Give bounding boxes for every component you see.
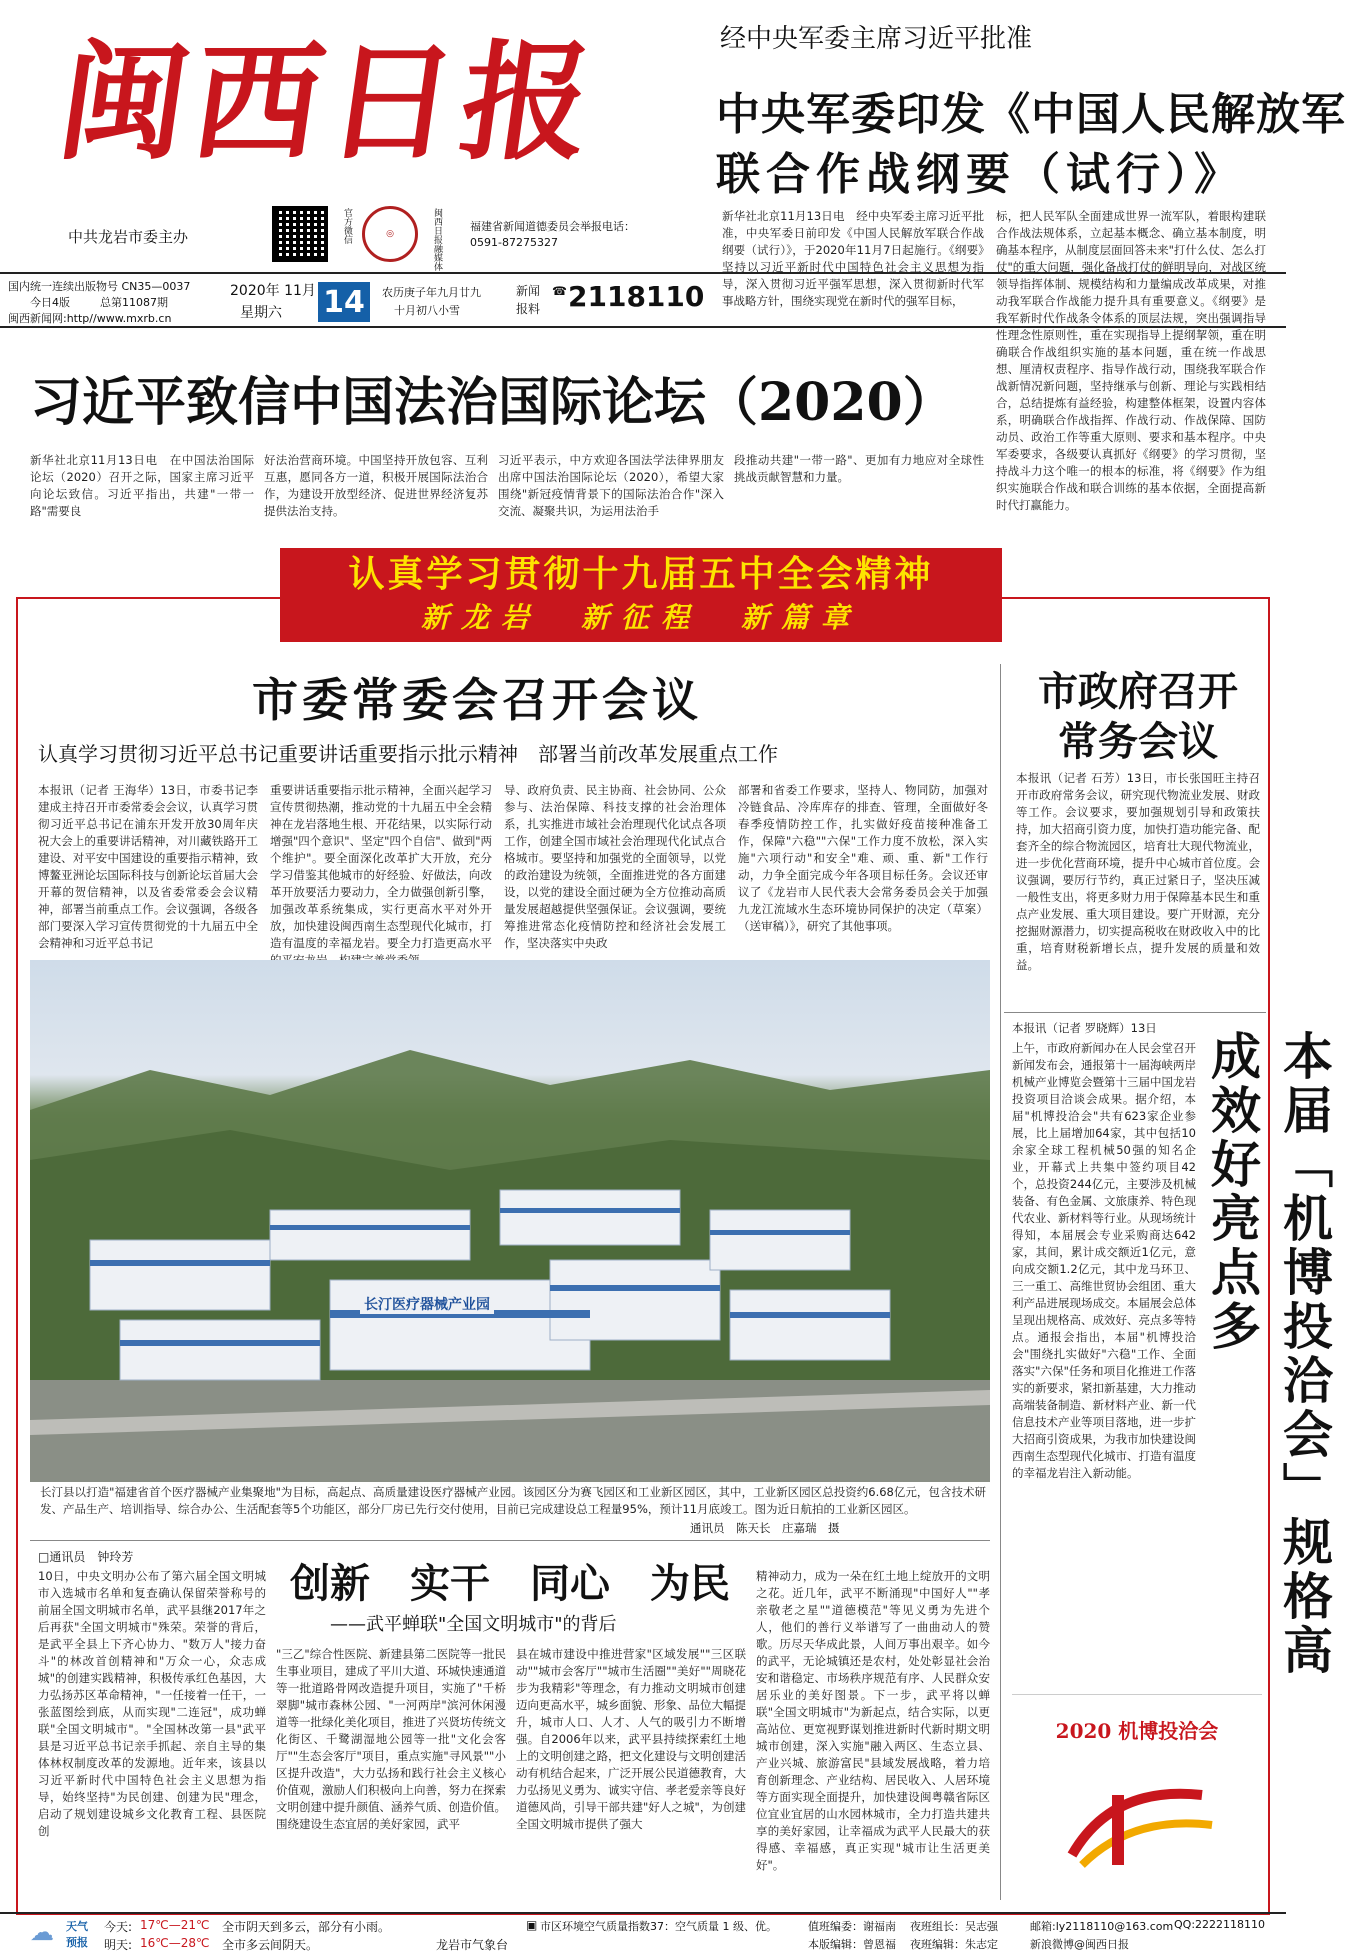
weather-label: 天气 — [66, 1920, 88, 1933]
solar-term: 十月初八小雪 — [394, 304, 460, 317]
contact-qq: QQ:2222118110 — [1174, 1918, 1266, 1931]
contact-email[interactable]: 邮箱:ly2118110@163.com — [1030, 1920, 1174, 1933]
committee-subtitle: 认真学习贯彻习近平总书记重要讲话重要指示批示精神 部署当前改革发展重点工作 — [38, 742, 778, 766]
organizer: 中共龙岩市委主办 — [68, 228, 189, 246]
tomorrow-desc: 全市多云间阴天。 — [222, 1938, 319, 1952]
seal-caption: 闽西日报融媒体 — [432, 208, 442, 271]
lunar-date: 农历庚子年九月廿九 — [382, 286, 481, 299]
photo-illustration — [30, 960, 990, 1482]
banner-line-1: 认真学习贯彻十九届五中全会精神 — [348, 553, 934, 595]
day-number: 14 — [318, 282, 370, 322]
complaint-unit: 福建省新闻道德委员会举报电话： — [470, 220, 635, 233]
cloud-icon: ☁ — [30, 1918, 54, 1946]
lead-title-2: 联合作战纲要（试行）》 — [716, 149, 1244, 200]
column-divider — [1000, 664, 1001, 1900]
park-sign: 长汀医疗器械产业园 — [360, 1294, 494, 1314]
civilized-byline: □通讯员 钟玲芳 — [38, 1550, 134, 1564]
lead-body-col1: 新华社北京11月13日电 经中央军委主席习近平批准，中央军委日前印发《中国人民解放军联合作战纲要（试行）》，于2020年11月7日起施行。《纲要》坚持以习近平新时代中国特色社会主义思想为指导，深入贯彻习近平强军思想，深入贯彻新时代军事战略方针，围绕实现党在新时代的强军目标， — [722, 209, 984, 308]
today-temp: 17℃—21℃ — [140, 1918, 210, 1932]
expo-logo-title: 2020 机博投洽会 — [1055, 1719, 1219, 1743]
qr-code-icon — [272, 206, 328, 262]
civilized-subtitle: ——武平蝉联"全国文明城市"的背后 — [330, 1614, 617, 1635]
civilized-col4: 精神动力，成为一朵在红土地上绽放开的文明之花。近几年，武平不断涌现"中国好人""孝亲敬老之星""道德模范"等见义勇为先进个人，他们的善行义举谱写了一曲曲动人的赞歌。历尽天华成此景，人间万事出艰辛。如今的武平，无论城镇还是农村，处处彰显社会治安和谐稳定、市场秩序规范有序、人民群众安居乐业的美好图景。下一步，武平将以蝉联"全国文明城市"为新起点，结合实际，以更高站位、更宽视野谋划推进新时代新时期文明城市创建，深入实施"融入两区、生态立县、产业兴城、旅游富民"县域发展战略，着力培育创新理念、产业结构、居民收入、人居环境等方面实现全面提升，加快建设闽粤赣省际区位宜业宜居的山水园林城市，全力打造共建共享的美好家园，让幸福成为武平人民最大的获得感、幸福感，真正实现"城市让生活更美好"。 — [756, 1569, 990, 1872]
masthead-seal-icon: ◎ — [362, 206, 418, 262]
committee-title: 市委常委会召开会议 — [252, 673, 702, 727]
hotline-number: 2118110 — [568, 280, 705, 313]
date: 2020年 11月 — [230, 283, 316, 299]
hotline-label-2: 报料 — [516, 302, 541, 316]
complaint-phone: 0591-87275327 — [470, 236, 558, 249]
theme-banner — [280, 548, 1002, 642]
night-leader: 夜班组长：吴志强 — [910, 1920, 998, 1933]
tomorrow-label: 明天: — [104, 1938, 133, 1952]
night-editor: 夜班编辑：朱志定 — [910, 1938, 998, 1951]
website: 闽西新闻网:http//www.mxrb.cn — [8, 312, 172, 325]
committee-col4: 部署和省委工作要求，坚持人、物同防，加强对冷链食品、冷库库存的排查、管理，全面做好冬春季疫情防控工作，扎实做好疫苗接种准备工作，保障"六稳""六保"工作力度不放松，深入实施"六项行动"和安全"难、顽、重、新"工作行动，力争全面完成今年各项目标任务。会议还审议了《龙岩市人民代表大会常务委员会关于加强九龙江流域水生态环境协同保护的决定（草案）（送审稿）》，研究了其他事项。 — [738, 783, 988, 933]
photo-divider — [30, 1540, 990, 1541]
banner-line-2: 新龙岩 新征程 新篇章 — [420, 601, 861, 634]
cn-number: 国内统一连续出版物号 CN35—0037 — [8, 280, 191, 293]
qr-caption: 官方微信 — [342, 208, 352, 244]
lead-kicker: 经中央军委主席习近平批准 — [720, 24, 1033, 54]
expo-title: 本届「机博投洽会」规格高成效好亮点多 — [1203, 1030, 1334, 1678]
xi-letter-col1: 新华社北京11月13日电 在中国法治国际论坛（2020）召开之际，国家主席习近平向论坛致信。习近平指出，共建"一带一路"需要良 — [30, 453, 254, 518]
civilized-col2: "三乙"综合性医院、新建县第二医院等一批民生事业项目，建成了平川大道、环城快速通道等一批道路骨网改造提升项目，实施了"千桥翠脚"城市森林公园、"一河两岸"滨河休闲漫道等一批绿化美化项目，推进了兴贤坊传统文化街区、千鹭湖湿地公园等一批"文化会客厅""生态会客厅"项目，重点实施"寻风景""小区提升改造"，大力弘扬和践行社会主义核心价值观，激励人们积极向上向善，努力在探索文明创建中提升颜值、涵养气质、创造价值。围绕建设生态宜居的美好家园，武平 — [276, 1647, 506, 1831]
weekday: 星期六 — [240, 305, 282, 321]
air-quality: 市区环境空气质量指数37：空气质量 1 级、优。 — [540, 1920, 777, 1933]
tomorrow-temp: 16℃—28℃ — [140, 1936, 210, 1950]
bottom-bar — [0, 1912, 1286, 1955]
masthead-title: 闽西日报 — [49, 28, 607, 178]
forecast-label: 预报 — [66, 1936, 88, 1949]
xi-letter-col2: 好法治营商环境。中国坚持开放包容、互利互惠，愿同各方一道，积极开展国际法治合作，为建设开放型经济、促进世界经济复苏提供法治支持。 — [264, 453, 488, 518]
weibo-handle[interactable]: 新浪微博@闽西日报 — [1030, 1938, 1129, 1951]
phone-icon: ☎ — [552, 284, 567, 298]
lead-title-1: 中央军委印发《中国人民解放军 — [716, 89, 1346, 140]
masthead — [49, 18, 680, 218]
expo-logo-icon — [1052, 1765, 1222, 1875]
expo-byline: 本报讯（记者 罗晓辉）13日 — [1012, 1021, 1157, 1035]
today-label: 今天: — [104, 1920, 133, 1934]
civilized-col1: 10日，中央文明办公布了第六届全国文明城市入选城市名单和复查确认保留荣誉称号的前届全国文明城市名单，武平县继2017年之后再获"全国文明城市"殊荣。荣誉的背后，是武平全县上下齐心协力、"数万人"接力奋斗"的林改首创精神和"万众一心，众志成城"的创建实践精神，积极传承红色基因，大力弘扬苏区革命精神，"一任接着一任干，一张蓝图绘到底，从而实现"二连冠"，成功蝉联"全国文明城市"。"全国林改第一县"武平县是习近平总书记亲手抓起、亲自主导的集体林权制度改革的发源地。近年来，该县以习近平新时代中国特色社会主义思想为指导，始终坚持"为民创建、创建为民"理念，启动了规划建设城乡文化教育工程、县医院创 — [38, 1569, 266, 1838]
duty-editor: 值班编委：谢福南 — [808, 1920, 896, 1933]
xi-letter-title: 习近平致信中国法治国际论坛（2020） — [30, 372, 955, 433]
committee-col3: 导、政府负责、民主协商、社会协同、公众参与、法治保障、科技支撑的社会治理体系，扎实推进市域社会治理现代化试点各项工作，创建全国市域社会治理现代化试点合格城市。要坚持和加强党的全面领导，以党的政治建设为统领，全面推进党的各方面建设，以党的建设全面过硬为全方位推动高质量发展超越提供坚强保证。会议强调，要统筹推进常态化疫情防控和经济社会发展工作，坚决落实中央政 — [504, 783, 726, 950]
committee-col2: 重要讲话重要指示批示精神，全面兴起学习宣传贯彻热潮，推动党的十九届五中全会精神在龙岩落地生根、开花结果，以实际行动增强"四个意识"、坚定"四个自信"、做到"两个维护"。要全面深化改革扩大开放，充分学习借鉴其他城市的好经验、好做法，向改革开放要活力要动力，全力做强创新引擎，加强改革系统集成，实行更高水平对外开放，加快建设闽西南生态型现代化城市，打造有温度的幸福龙岩。要全力打造更高水平 — [270, 783, 492, 950]
committee-col1: 本报讯（记者 王海华）13日，市委书记李建成主持召开市委常委会会议，认真学习贯彻习近平总书记在浦东开发开放30周年庆祝大会上的重要讲话精神，对川藏铁路开工建设、对平安中国建设的重要指示精神，致博鳌亚洲论坛国际科技与创新论坛首届大会开幕的贺信精神，以及省委常委会会议精神，部署当前重点工作。会议强调，各级各部门要深入学习宣传贯彻党的十九届五中全会精神和习近平总书记 — [38, 783, 258, 950]
civilized-title: 创新 实干 同心 为民 — [290, 1560, 730, 1607]
lead-body-col2: 标，把人民军队全面建成世界一流军队，着眼构建联合作战法规体系，立起基本概念、确立基本制度，明确基本程序，从制度层面回答未来"打什么仗、怎么打仗"的重大问题，强化备战打仗的鲜明导向，对战区统领导指挥体制、规模结构和力量编成改革成果，对推动我军联合作战能力提升具有重要意义。《纲要》是我军新时代作战条令体系的顶层法规，突出强调指导性理念性原则性，重在实现指导上提纲挈领，重在明确联合作战组织实施的基本问题，重在统一作战思想、厘清权责程序、指导作战行动，围绕我军联合作战新情况新问题，坚持继承与创新、理论与实践相结合，总结提炼有益经验，构建整体框架，设置内容体系，明确联合作战指挥、作战行动、作战保障、国防动员、政治工作等重大原则、要求和基本程序。中央军委要求，各级要认真抓好《纲要》的学习贯彻，坚持战斗力这个唯一的根本的标准，将《纲要》作为组织实施联合作战和联合训练的基本依据，全面提高新时代打赢能力。 — [996, 209, 1266, 512]
gov-body: 本报讯（记者 石芳）13日，市长张国旺主持召开市政府常务会议，研究现代物流业发展、财政等工作。会议要求，要加强规划引导和政策扶持，加大招商引资力度，加快打造功能完备、配套齐全的综合物流园区，培育壮大现代物流业，进一步优化营商环境，提升中心城市首位度。会议强调，要厉行节约，真正过紧日子，坚决压减一般性支出，将更多财力用于保障基本民生和重点产业发展、重大项目建设。要广开财源，充分挖掘财源潜力，切实提高税收在财政收入中的比重，培育财税新增长点，提升发展的质量和效益。 — [1016, 771, 1260, 972]
page-editor: 本版编辑：曾恩福 — [808, 1938, 896, 1951]
gov-divider — [1004, 1012, 1266, 1013]
civilized-col3: 县在城市建设中推进营家"区域发展""三区联动""城市会客厅""城市生活圈""美好""周晓花步为我精彩"等理念，有力推动文明城市创建迈向更高水平，城乡面貌、形象、品位大幅提升，城市人口、人才、人气的吸引力不断增强。自2006年以来，武平县持续探索红土地上的文明创建之路，把文化建设与文明创建活动有机结合起来，广泛开展公民道德教育，大力弘扬见义勇为、诚实守信、孝老爱亲等良好道德风尚，引导干部共建"好人之城"，为创建全国文明城市提供了强大 — [516, 1647, 746, 1831]
hotline-label: 新闻 — [516, 284, 541, 298]
air-quality-icon: ▣ — [526, 1918, 538, 1932]
expo-body: 上午，市政府新闻办在人民会堂召开新闻发布会，通报第十一届海峡两岸机械产业博览会暨第十三届中国龙岩投资项目洽谈会成果。据介绍，本届"机博投洽会"共有623家企业参展，比上届增加64家，其中包括10余家全球工程机械50强的知名企业，开幕式上共集中签约项目42个，总投资244亿元，主要涉及机械装备、有色金属、文旅康养、特色现代农业、新材料等行业。从现场统计得知，本届展会专业采购商达642家，其间，累计成交额近1亿元，意向成交额1.2亿元，其中龙马环卫、三一重工、高维世贸协会组团、重大利产品进展现场成交。本届展会总体呈现出规格高、成效好、亮点多等特点。通报会指出，本届"机博投洽会"围绕扎实做好"六稳"工作、全面落实"六保"任务和项目化推进工作落实的新要求，紧扣新基建，大力推动高端装备制造、新材料产业、新一代信息技术产业等项目落地，进一步扩大招商引资成果，为我市加快建设闽西南生态型现代化城市、打造有温度的幸福龙岩注入新动能。 — [1012, 1041, 1196, 1480]
xi-letter-col4: 段推动共建"一带一路"、更加有力地应对全球性挑战贡献智慧和力量。 — [734, 453, 984, 484]
expo-logo-panel — [1012, 1694, 1262, 1894]
gov-title-1: 市政府召开 — [1038, 668, 1238, 715]
today-desc: 全市阴天到多云，部分有小雨。 — [222, 1920, 391, 1934]
weather-station: 龙岩市气象台 — [436, 1938, 509, 1952]
photo-caption: 长汀县以打造"福建省首个医疗器械产业集聚地"为目标，高起点、高质量建设医疗器械产业园。该园区分为赛飞园区和工业新区园区，其中，工业新区园区总投资约6.68亿元，包含技术研发、产品生产、培训指导、综合办公、生活配套等5个功能区，部分厂房已先行交付使用，目前已完成建设总工程量95%，预计11月底竣工。图为近日航拍的工业新区园区。 — [40, 1485, 986, 1516]
page-count: 今日4版 — [30, 296, 70, 309]
gov-title-2: 常务会议 — [1058, 718, 1218, 765]
xi-letter-col3: 习近平表示，中方欢迎各国法学法律界朋友出席中国法治国际论坛（2020），希望大家围绕"新冠疫情背景下的国际法治合作"深入交流、凝聚共识，为运用法治手 — [498, 453, 724, 518]
photo-credit: 通讯员 陈天长 庄嘉瑞 摄 — [690, 1521, 840, 1535]
issue-number: 总第11087期 — [100, 296, 168, 309]
industrial-park-photo — [30, 960, 990, 1482]
